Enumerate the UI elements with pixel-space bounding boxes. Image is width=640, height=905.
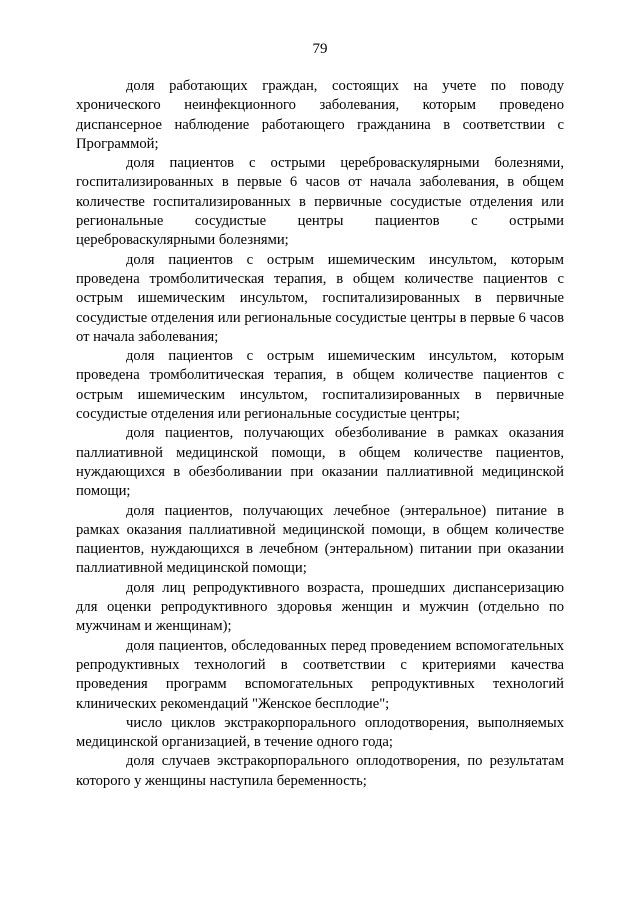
paragraph: доля пациентов с острым ишемическим инсультом, которым проведена тромболитическая терапия, в общем количестве пациентов с острым ишемическим инсультом, госпитализированных в первичные сосудистые отделения или региональные сосудистые центры в первые 6 часов от начала заболевания; [76,251,564,345]
paragraph: доля лиц репродуктивного возраста, прошедших диспансеризацию для оценки репродуктивного здоровья женщин и мужчин (отдельно по мужчинам и женщинам); [76,579,564,635]
paragraph: число циклов экстракорпорального оплодотворения, выполняемых медицинской организацией, в течение одного года; [76,714,564,751]
paragraph: доля пациентов, получающих лечебное (энтеральное) питание в рамках оказания паллиативной медицинской помощи, в общем количестве пациентов, нуждающихся в лечебном (энтеральном) питании при оказании паллиативной медицинской помощи; [76,502,564,577]
paragraph: доля случаев экстракорпорального оплодотворения, по результатам которого у женщины наступила беременность; [76,753,564,789]
page-number: 79 [312,41,328,57]
paragraph: доля пациентов, получающих обезболивание в рамках оказания паллиативной медицинской помощи, в общем количестве пациентов, нуждающихся в обезболивании при оказании паллиативной медицинской помощи; [76,425,564,500]
paragraph: доля пациентов с острыми цереброваскулярными болезнями, госпитализированных в первые 6 часов от начала заболевания, в общем количестве госпитализированных в первичные сосудистые отделения или региональные сосудистые центры пациентов с острыми цереброваскулярными болезнями; [76,155,564,249]
paragraph: доля пациентов, обследованных перед проведением вспомогательных репродуктивных технологий в соответствии с критериями качества проведения программ вспомогательных репродуктивных технологий клинических рекомендаций "Женское бесплодие"; [76,637,564,712]
paragraph: доля пациентов с острым ишемическим инсультом, которым проведена тромболитическая терапия, в общем количестве пациентов с острым ишемическим инсультом, госпитализированных в первичные сосудистые отделения или региональные сосудистые центры; [76,348,564,423]
body-text [76,77,564,791]
paragraph: доля работающих граждан, состоящих на учете по поводу хронического неинфекционного заболевания, которым проведено диспансерное наблюдение работающего гражданина в соответствии с Программой; [76,78,564,152]
